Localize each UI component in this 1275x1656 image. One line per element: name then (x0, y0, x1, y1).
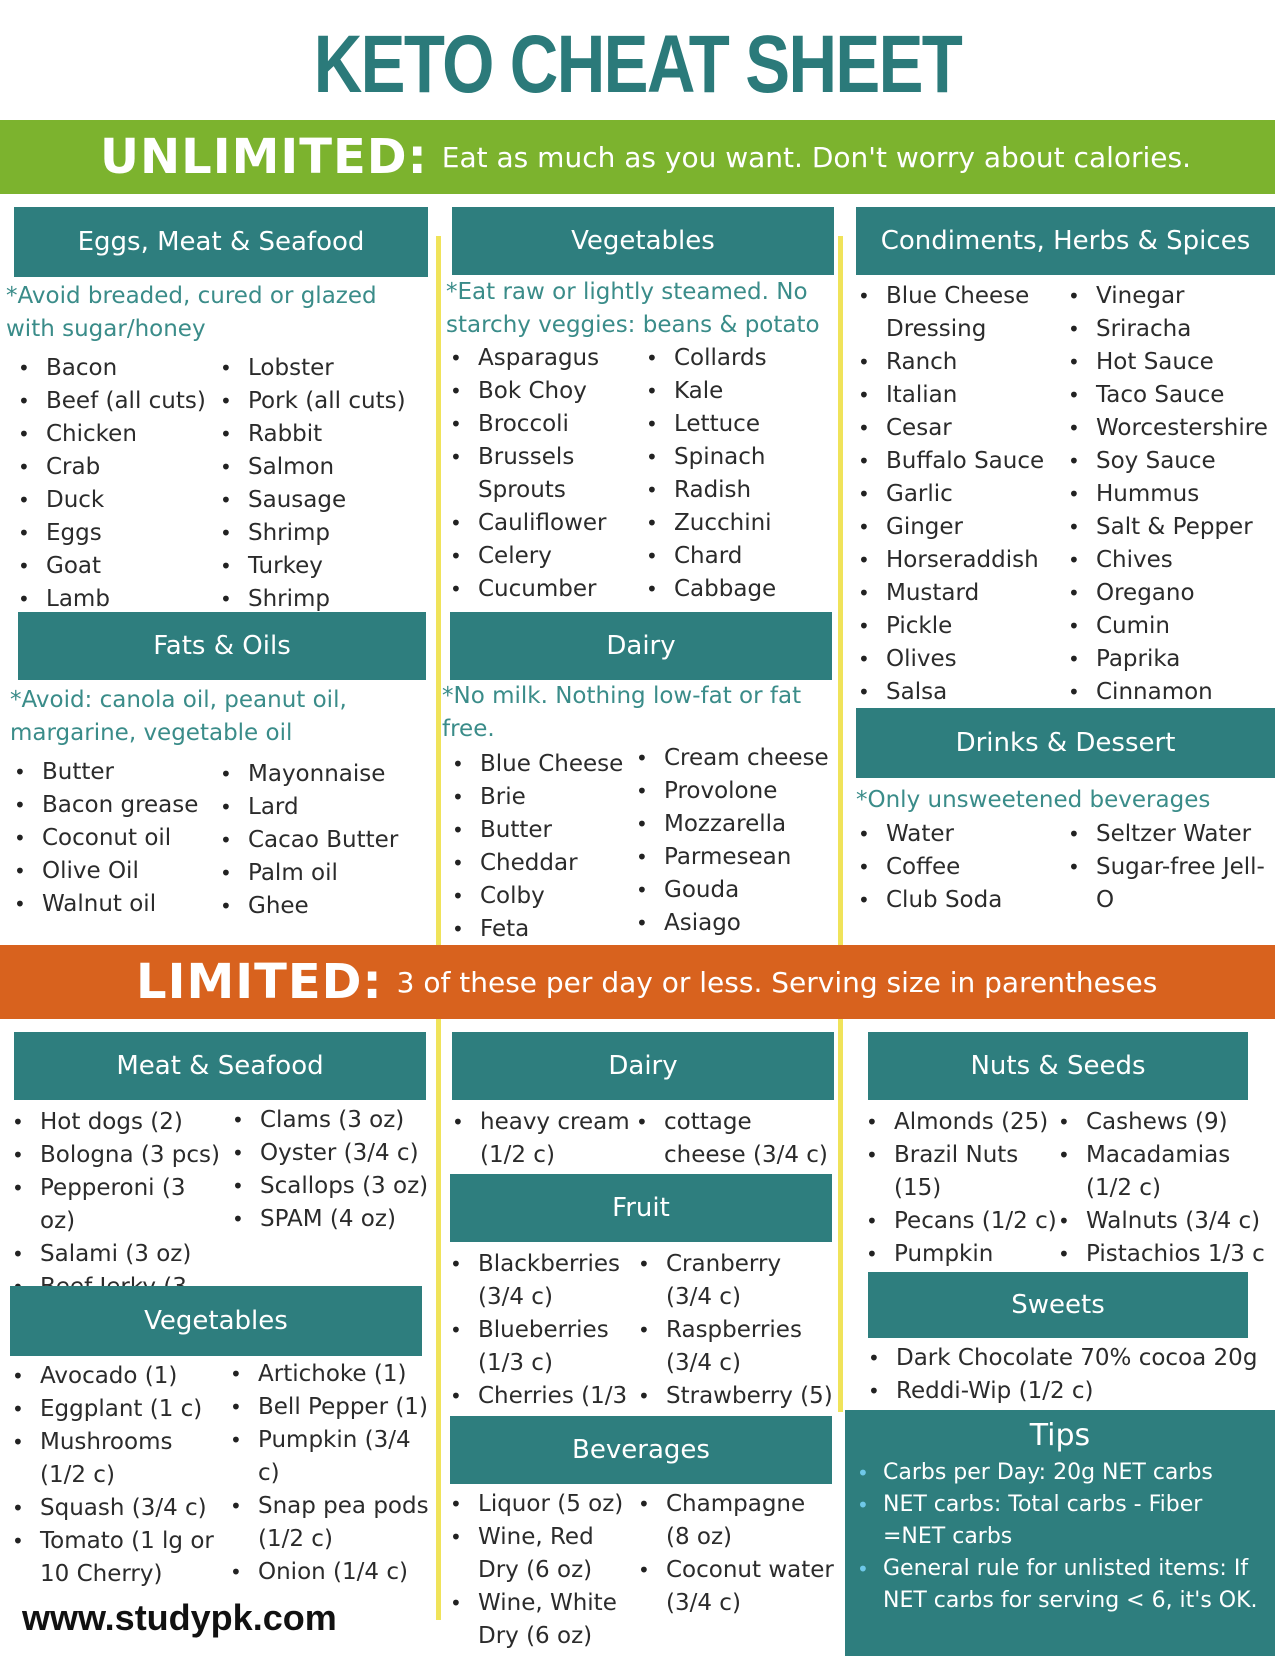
list-item: • Seltzer Water (1068, 818, 1268, 851)
list-item: • cottage cheese (3/4 c) (636, 1106, 836, 1172)
list-item: • Avocado (1) (12, 1360, 222, 1393)
list-item: • Clams (3 oz) (232, 1104, 432, 1137)
list-item: • Cashews (9) (1058, 1106, 1275, 1139)
website-footer: www.studypk.com (22, 1597, 337, 1638)
list-item: • Bologna (3 pcs) (12, 1139, 227, 1172)
list-item: • Shrimp (220, 583, 430, 616)
dairy-note: *No milk. Nothing low-fat or fat free. (442, 683, 802, 742)
vegetables-list-2 (646, 342, 836, 606)
limited-description: 3 of these per day or less. Serving size in parentheses (396, 965, 1158, 999)
list-item: • NET carbs: Total carbs - Fiber =NET carbs (855, 1489, 1267, 1553)
list-item: • Brazil Nuts (15) (866, 1139, 1062, 1205)
list-item: • Onion (1/4 c) (230, 1556, 435, 1589)
list-item: • Liquor (5 oz) (450, 1488, 636, 1521)
unlimited-description: Eat as much as you want. Don't worry about calories. (441, 140, 1192, 174)
fats-oils-header: Fats & Oils (18, 612, 426, 680)
list-item: • Crab (18, 451, 218, 484)
list-item: • Wine, Red Dry (6 oz) (450, 1521, 636, 1587)
unlimited-banner (0, 120, 1275, 194)
fruit-header: Fruit (450, 1174, 832, 1242)
tips-header: Tips (1029, 1418, 1091, 1453)
list-item: • Cesar (858, 412, 1062, 445)
limited-banner (0, 945, 1275, 1019)
list-item: • Italian (858, 379, 1062, 412)
list-item: • Pepperoni (3 oz) (12, 1172, 227, 1238)
list-item: • Celery (450, 540, 640, 573)
limited-dairy-list-2 (636, 1106, 836, 1172)
list-item: • Cherries (1/3 (450, 1380, 636, 1446)
list-item: • Horseraddish (858, 544, 1062, 577)
dairy-header: Dairy (450, 612, 832, 680)
list-item: • Cinnamon (1068, 676, 1275, 709)
limited-vegetables-list-1 (12, 1360, 222, 1591)
beverages-header: Beverages (450, 1416, 832, 1484)
list-item: • Goat (18, 550, 218, 583)
list-item: • Squash (3/4 c) (12, 1492, 222, 1525)
tips-box (845, 1410, 1275, 1656)
list-item: • Pumpkin (3/4 c) (230, 1424, 435, 1490)
list-item: • Tomato (1 lg or 10 Cherry) (12, 1525, 222, 1591)
list-item: • Cacao Butter (220, 824, 430, 857)
list-item: • Bell Pepper (1) (230, 1391, 435, 1424)
drinks-list-1 (858, 818, 1058, 917)
beverages-list-2 (638, 1488, 834, 1620)
divider-left (436, 236, 441, 1620)
list-item: • Feta (452, 913, 634, 946)
list-item: • Collards (646, 342, 836, 375)
list-item: • Taco Sauce (1068, 379, 1275, 412)
list-item: • Mushrooms (1/2 c) (12, 1426, 222, 1492)
list-item: • Almonds (25) (866, 1106, 1062, 1139)
list-item: • Strawberry (5) (638, 1380, 834, 1413)
nuts-seeds-header: Nuts & Seeds (868, 1032, 1248, 1100)
condiments-list-1 (858, 280, 1062, 709)
nuts-list-2 (1058, 1106, 1275, 1271)
limited-dairy-header: Dairy (452, 1032, 834, 1100)
list-item: • Chard (646, 540, 836, 573)
eggs-meat-seafood-note: *Avoid breaded, cured or glazed with sugar/honey (6, 283, 377, 342)
list-item: • Duck (18, 484, 218, 517)
list-item: • Lamb (18, 583, 218, 616)
limited-vegetables-list-2 (230, 1358, 435, 1589)
drinks-list-2 (1068, 818, 1268, 917)
list-item: • Sugar-free Jell-O (1068, 851, 1268, 917)
list-item: • Soy Sauce (1068, 445, 1275, 478)
divider-right (838, 236, 843, 1412)
list-item: • Eggplant (1 c) (12, 1393, 222, 1426)
dairy-list-2 (636, 742, 836, 940)
list-item: • Butter (14, 756, 214, 789)
sweets-list (868, 1342, 1275, 1408)
list-item: • Shrimp (220, 517, 430, 550)
list-item: • Hot Sauce (1068, 346, 1275, 379)
list-item: • Turkey (220, 550, 430, 583)
drinks-dessert-header: Drinks & Dessert (856, 708, 1275, 778)
list-item: • Pecans (1/2 c) (866, 1205, 1062, 1238)
list-item: • Parmesean (636, 841, 836, 874)
vegetables-note: *Eat raw or lightly steamed. No starchy veggies: beans & potato (446, 279, 820, 338)
list-item: • Coconut water (3/4 c) (638, 1554, 834, 1620)
list-item: • Salsa (858, 676, 1062, 709)
list-item: • Olive Oil (14, 855, 214, 888)
eggs-meat-list-2 (220, 352, 430, 616)
list-item: • Pistachios 1/3 c (1058, 1238, 1275, 1271)
fats-oils-list-1 (14, 756, 214, 921)
list-item: • Coffee (858, 851, 1058, 884)
list-item: • Cream cheese (636, 742, 836, 775)
eggs-meat-list-1 (18, 352, 218, 616)
list-item: • Asparagus (450, 342, 640, 375)
list-item: • Champagne (8 oz) (638, 1488, 834, 1554)
list-item: • Lettuce (646, 408, 836, 441)
list-item: • Bok Choy (450, 375, 640, 408)
list-item: • Beef (all cuts) (18, 385, 218, 418)
list-item: • Cranberry (3/4 c) (638, 1248, 834, 1314)
list-item: • Mayonnaise (220, 758, 430, 791)
page-title: KETO CHEAT SHEET (313, 19, 962, 110)
list-item: • Cucumber (450, 573, 640, 606)
limited-label: LIMITED: (136, 954, 383, 1010)
limited-vegetables-header: Vegetables (10, 1286, 422, 1356)
condiments-list-2 (1068, 280, 1275, 709)
limited-meat-header: Meat & Seafood (14, 1032, 426, 1100)
list-item: • Cabbage (646, 573, 836, 606)
condiments-header: Condiments, Herbs & Spices (856, 207, 1275, 275)
list-item: • Oyster (3/4 c) (232, 1137, 432, 1170)
list-item: • Ranch (858, 346, 1062, 379)
list-item: • Bacon grease (14, 789, 214, 822)
list-item: • Provolone (636, 775, 836, 808)
drinks-dessert-note: *Only unsweetened beverages (856, 787, 1211, 813)
list-item: • Scallops (3 oz) (232, 1170, 432, 1203)
list-item: • Radish (646, 474, 836, 507)
list-item: • Chicken (18, 418, 218, 451)
list-item: • Pork (all cuts) (220, 385, 430, 418)
list-item: • Salt & Pepper (1068, 511, 1275, 544)
list-item: • Mozzarella (636, 808, 836, 841)
list-item: • Blue Cheese (452, 748, 634, 781)
list-item: • Salami (3 oz) (12, 1238, 227, 1271)
list-item: • Salmon (220, 451, 430, 484)
dairy-list-1 (452, 748, 634, 946)
list-item: • Buffalo Sauce (858, 445, 1062, 478)
list-item: • Reddi-Wip (1/2 c) (868, 1375, 1275, 1408)
list-item: • Sriracha (1068, 313, 1275, 346)
list-item: • Snap pea pods (1/2 c) (230, 1490, 435, 1556)
list-item: • SPAM (4 oz) (232, 1203, 432, 1236)
list-item: • Brussels Sprouts (450, 441, 640, 507)
list-item: • Coconut oil (14, 822, 214, 855)
list-item: • Pumpkin (866, 1238, 1062, 1304)
list-item: • Kale (646, 375, 836, 408)
list-item: • Club Soda (858, 884, 1058, 917)
list-item: • Dark Chocolate 70% cocoa 20g (868, 1342, 1275, 1375)
list-item: • Cumin (1068, 610, 1275, 643)
list-item: • Butter (452, 814, 634, 847)
tips-list (845, 1457, 1275, 1617)
list-item: • Chives (1068, 544, 1275, 577)
list-item: • Walnut oil (14, 888, 214, 921)
fruit-list-2 (638, 1248, 834, 1413)
list-item: • Blueberries (1/3 c) (450, 1314, 636, 1380)
list-item: • Zucchini (646, 507, 836, 540)
list-item: • Walnuts (3/4 c) (1058, 1205, 1275, 1238)
list-item: • Olives (858, 643, 1062, 676)
list-item: • Bacon (18, 352, 218, 385)
list-item: • Sausage (220, 484, 430, 517)
list-item: • Macadamias (1/2 c) (1058, 1139, 1275, 1205)
list-item: • Rabbit (220, 418, 430, 451)
list-item: • Wine, White Dry (6 oz) (450, 1587, 636, 1653)
list-item: • Blackberries (3/4 c) (450, 1248, 636, 1314)
list-item: • Worcestershire (1068, 412, 1275, 445)
list-item: • Eggs (18, 517, 218, 550)
fats-oils-list-2 (220, 758, 430, 923)
vegetables-header: Vegetables (452, 207, 834, 275)
list-item: • Vinegar (1068, 280, 1275, 313)
list-item: • Lobster (220, 352, 430, 385)
list-item: • Ghee (220, 890, 430, 923)
list-item: • Paprika (1068, 643, 1275, 676)
list-item: • Artichoke (1) (230, 1358, 435, 1391)
list-item: • Carbs per Day: 20g NET carbs (855, 1457, 1267, 1489)
list-item: • heavy cream (1/2 c) (452, 1106, 630, 1172)
list-item: • Garlic (858, 478, 1062, 511)
unlimited-label: UNLIMITED: (100, 129, 428, 185)
list-item: • Blue Cheese Dressing (858, 280, 1062, 346)
list-item: • Hummus (1068, 478, 1275, 511)
list-item: • Raspberries (3/4 c) (638, 1314, 834, 1380)
list-item: • Pickle (858, 610, 1062, 643)
list-item: • Oregano (1068, 577, 1275, 610)
list-item: • Brie (452, 781, 634, 814)
limited-meat-list-2 (232, 1104, 432, 1236)
list-item: • Cheddar (452, 847, 634, 880)
beverages-list-1 (450, 1488, 636, 1653)
list-item: • Spinach (646, 441, 836, 474)
vegetables-list-1 (450, 342, 640, 606)
sweets-header: Sweets (868, 1272, 1248, 1338)
list-item: • Lard (220, 791, 430, 824)
list-item: • Water (858, 818, 1058, 851)
limited-dairy-list-1 (452, 1106, 630, 1172)
list-item: • Palm oil (220, 857, 430, 890)
list-item: • Colby (452, 880, 634, 913)
list-item: • Ginger (858, 511, 1062, 544)
list-item: • Broccoli (450, 408, 640, 441)
list-item: • Mustard (858, 577, 1062, 610)
list-item: • Gouda (636, 874, 836, 907)
list-item: • Cauliflower (450, 507, 640, 540)
list-item: • General rule for unlisted items: If NET carbs for serving < 6, it's OK. (855, 1553, 1267, 1617)
list-item: • Asiago (636, 907, 836, 940)
eggs-meat-seafood-header: Eggs, Meat & Seafood (14, 207, 428, 277)
list-item: • Hot dogs (2) (12, 1106, 227, 1139)
fats-oils-note: *Avoid: canola oil, peanut oil, margarine, vegetable oil (10, 687, 347, 746)
